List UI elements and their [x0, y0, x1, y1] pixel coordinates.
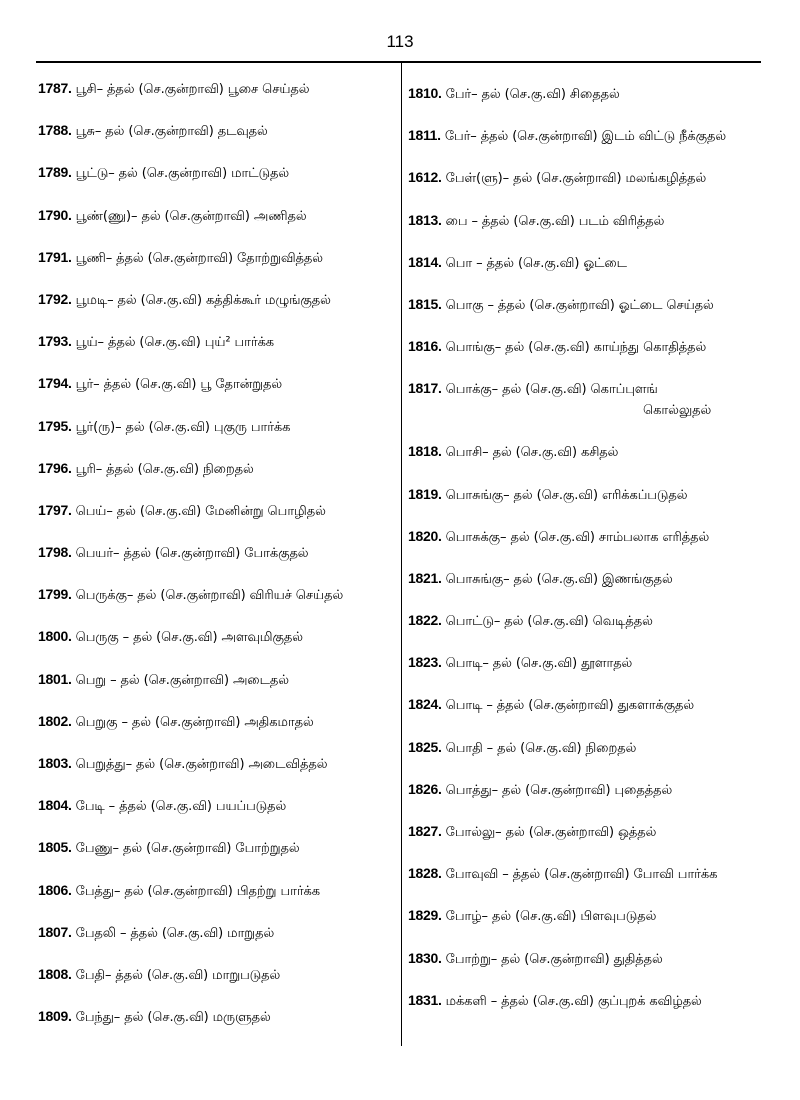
dictionary-entry [408, 378, 764, 441]
entry-number: 1815. [408, 295, 442, 312]
entry-number: 1814. [408, 253, 442, 270]
entry-definition: மக்களி – த்தல் (செ.கு.வி) குப்புறக் கவிழ்தல் [445, 993, 702, 1009]
entry-number: 1809. [38, 1008, 72, 1025]
entry-number: 1802. [38, 712, 72, 729]
dictionary-entry [38, 837, 394, 879]
dictionary-entry [408, 294, 764, 336]
dictionary-entry [408, 737, 764, 779]
entry-definition: பேர்– த்தல் (செ.குன்றாவி) இடம் விட்டு நீக்குதல் [444, 129, 727, 145]
entry-number: 1808. [38, 965, 72, 982]
entry-definition: பேடி – த்தல் (செ.கு.வி) பயப்படுதல் [75, 799, 287, 815]
entry-definition: பொசுங்கு– தல் (செ.கு.வி) எரிக்கப்படுதல் [445, 487, 688, 503]
dictionary-entry [408, 526, 764, 568]
entry-number: 1792. [38, 290, 72, 307]
entry-number: 1797. [38, 501, 72, 518]
dictionary-entry [408, 652, 764, 694]
entry-number: 1823. [408, 654, 442, 671]
entry-definition: போல்லு– தல் (செ.குன்றாவி) ஒத்தல் [445, 825, 657, 840]
dictionary-entry [38, 542, 394, 584]
dictionary-entry [38, 584, 394, 626]
dictionary-entry [38, 247, 394, 289]
entry-definition: பேணு– தல் (செ.குன்றாவி) போற்றுதல் [75, 841, 300, 857]
entry-definition: பெறு – தல் (செ.குன்றாவி) அடைதல் [75, 672, 289, 688]
dictionary-entry [38, 1006, 394, 1048]
entry-definition: பொ – த்தல் (செ.கு.வி) ஓட்டை [445, 255, 627, 271]
entry-number: 1799. [38, 586, 72, 603]
entry-definition: பேள்(ளு)– தல் (செ.குன்றாவி) மலங்கழித்தல் [445, 171, 707, 187]
dictionary-entry [408, 210, 764, 252]
entry-definition: பொத்து– தல் (செ.குன்றாவி) புதைத்தல் [445, 782, 673, 798]
column-divider [401, 62, 402, 1046]
entry-definition: பொங்கு– தல் (செ.கு.வி) காய்ந்து கொதித்தல் [445, 340, 707, 356]
entry-definition-continuation: கொல்லுதல் [643, 403, 712, 419]
entry-definition: பூண்(ணு)– தல் (செ.குன்றாவி) அணிதல் [75, 208, 307, 224]
dictionary-entry [38, 880, 394, 922]
left-column [38, 78, 394, 1048]
entry-definition: போழ்– தல் (செ.கு.வி) பிளவுபடுதல் [445, 909, 657, 925]
entry-number: 1790. [38, 206, 72, 223]
entry-number: 1811. [408, 127, 441, 144]
entry-number: 1807. [38, 923, 72, 940]
entry-definition: பூர்(ரு)– தல் (செ.கு.வி) புகுரு பார்க்க [75, 419, 291, 435]
dictionary-entry [408, 336, 764, 378]
entry-number: 1798. [38, 544, 72, 561]
entry-number: 1821. [408, 569, 442, 586]
entry-number: 1794. [38, 375, 72, 392]
entry-definition: பொக்கு– தல் (செ.கு.வி) கொப்புளங் [445, 382, 658, 398]
dictionary-entry [38, 78, 394, 120]
dictionary-entry [38, 458, 394, 500]
dictionary-entry [38, 162, 394, 204]
entry-number: 1793. [38, 333, 72, 350]
entry-number: 1801. [38, 670, 72, 687]
entry-definition: பூசி– த்தல் (செ.குன்றாவி) பூசை செய்தல் [75, 82, 310, 97]
dictionary-entry [38, 373, 394, 415]
dictionary-entry [408, 821, 764, 863]
entry-definition: பேத்து– தல் (செ.குன்றாவி) பிதற்று பார்க்க [75, 883, 320, 899]
page-number: 113 [386, 32, 414, 51]
entry-definition: பொடி– தல் (செ.கு.வி) தூளாதல் [445, 656, 633, 672]
dictionary-entry [408, 905, 764, 947]
entry-number: 1826. [408, 780, 442, 797]
entry-number: 1825. [408, 738, 442, 755]
dictionary-entry [38, 711, 394, 753]
dictionary-entry [38, 289, 394, 331]
entry-definition: பூசு– தல் (செ.குன்றாவி) தடவுதல் [75, 124, 268, 140]
entry-number: 1820. [408, 527, 442, 544]
right-column [408, 83, 764, 1032]
entry-number: 1791. [38, 248, 72, 265]
dictionary-entry [38, 669, 394, 711]
entry-definition: பூமடி– தல் (செ.கு.வி) கத்திக்கூர் மழுங்குதல் [75, 292, 331, 308]
entry-definition: பெறுத்து– தல் (செ.குன்றாவி) அடைவித்தல் [75, 757, 328, 772]
entry-definition: பூரி– த்தல் (செ.கு.வி) நிறைதல் [75, 461, 254, 477]
entry-number: 1818. [408, 443, 442, 460]
entry-definition: போவுவி – த்தல் (செ.குன்றாவி) போவி பார்க்க [445, 867, 718, 883]
entry-definition: போற்று– தல் (செ.குன்றாவி) துதித்தல் [445, 951, 663, 967]
dictionary-entry [408, 83, 764, 125]
entry-number: 1806. [38, 881, 72, 898]
entry-number: 1819. [408, 485, 442, 502]
entry-number: 1803. [38, 755, 72, 771]
dictionary-entry [38, 416, 394, 458]
entry-definition: பெருக்கு– தல் (செ.குன்றாவி) விரியச் செய்தல் [75, 588, 344, 604]
dictionary-entry [38, 964, 394, 1006]
entry-definition: பை – த்தல் (செ.கு.வி) படம் விரித்தல் [445, 213, 665, 229]
entry-number: 1817. [408, 380, 442, 397]
entry-definition: பொட்டு– தல் (செ.கு.வி) வெடித்தல் [445, 614, 653, 630]
dictionary-entry [408, 990, 764, 1032]
entry-definition: பொடி – த்தல் (செ.குன்றாவி) துகளாக்குதல் [445, 698, 695, 714]
entry-number: 1831. [408, 991, 442, 1008]
entry-number: 1800. [38, 628, 72, 645]
entry-definition: பூணி– த்தல் (செ.குன்றாவி) தோற்றுவித்தல் [75, 250, 323, 266]
entry-definition: பொசுக்கு– தல் (செ.கு.வி) சாம்பலாக எரித்தல் [445, 529, 710, 545]
entry-definition: பேந்து– தல் (செ.கு.வி) மருளுதல் [75, 1010, 271, 1026]
dictionary-entry [408, 863, 764, 905]
dictionary-entry [38, 120, 394, 162]
entry-definition: பொகு – த்தல் (செ.குன்றாவி) ஓட்டை செய்தல் [445, 297, 714, 313]
entry-number: 1827. [408, 823, 442, 839]
entry-definition: பூய்– த்தல் (செ.கு.வி) புய்² பார்க்க [75, 335, 275, 351]
entry-definition: பூர்– த்தல் (செ.கு.வி) பூ தோன்றுதல் [75, 377, 283, 393]
dictionary-entry [38, 500, 394, 542]
entry-number: 1816. [408, 338, 442, 355]
dictionary-entry [408, 125, 764, 167]
entry-definition: பொசுங்கு– தல் (செ.கு.வி) இணங்குதல் [445, 571, 673, 587]
dictionary-entry [408, 441, 764, 483]
dictionary-entry [38, 205, 394, 247]
entry-definition: பேதி– த்தல் (செ.கு.வி) மாறுபடுதல் [75, 967, 281, 983]
dictionary-entry [408, 610, 764, 652]
dictionary-entry [408, 948, 764, 990]
entry-definition: பேர்– தல் (செ.கு.வி) சிதைதல் [445, 87, 620, 102]
dictionary-entry [408, 779, 764, 821]
entry-number: 1822. [408, 612, 442, 629]
dictionary-entry [408, 484, 764, 526]
dictionary-entry [408, 252, 764, 294]
entry-number: 1788. [38, 122, 72, 139]
entry-definition: பெய்– தல் (செ.கு.வி) மேனின்று பொழிதல் [75, 503, 326, 519]
dictionary-entry [38, 331, 394, 373]
entry-number: 1824. [408, 696, 442, 713]
dictionary-entry [38, 753, 394, 795]
dictionary-entry [408, 694, 764, 736]
entry-number: 1804. [38, 797, 72, 814]
entry-definition: பொதி – தல் (செ.கு.வி) நிறைதல் [445, 740, 637, 756]
entry-definition: பொசி– தல் (செ.கு.வி) கசிதல் [445, 445, 619, 461]
entry-number: 1828. [408, 865, 442, 882]
entry-number: 1787. [38, 80, 72, 96]
entry-definition: பெருகு – தல் (செ.கு.வி) அளவுமிகுதல் [75, 630, 303, 646]
entry-definition: பெயர்– த்தல் (செ.குன்றாவி) போக்குதல் [75, 546, 309, 562]
dictionary-entry [38, 626, 394, 668]
entry-number: 1789. [38, 164, 72, 181]
entry-number: 1612. [408, 169, 442, 186]
dictionary-entry [408, 167, 764, 209]
entry-number: 1805. [38, 839, 72, 856]
top-rule [36, 61, 761, 63]
entry-number: 1795. [38, 417, 72, 434]
entry-number: 1829. [408, 907, 442, 924]
entry-number: 1830. [408, 949, 442, 966]
dictionary-entry [38, 795, 394, 837]
dictionary-entry [38, 922, 394, 964]
entry-number: 1796. [38, 459, 72, 476]
entry-definition: பூட்டு– தல் (செ.குன்றாவி) மாட்டுதல் [75, 166, 290, 182]
entry-number: 1813. [408, 211, 442, 228]
entry-number: 1810. [408, 85, 442, 101]
entry-definition: பேதலி – த்தல் (செ.கு.வி) மாறுதல் [75, 925, 275, 941]
entry-definition: பெறுகு – தல் (செ.குன்றாவி) அதிகமாதல் [75, 714, 314, 730]
dictionary-entry [408, 568, 764, 610]
